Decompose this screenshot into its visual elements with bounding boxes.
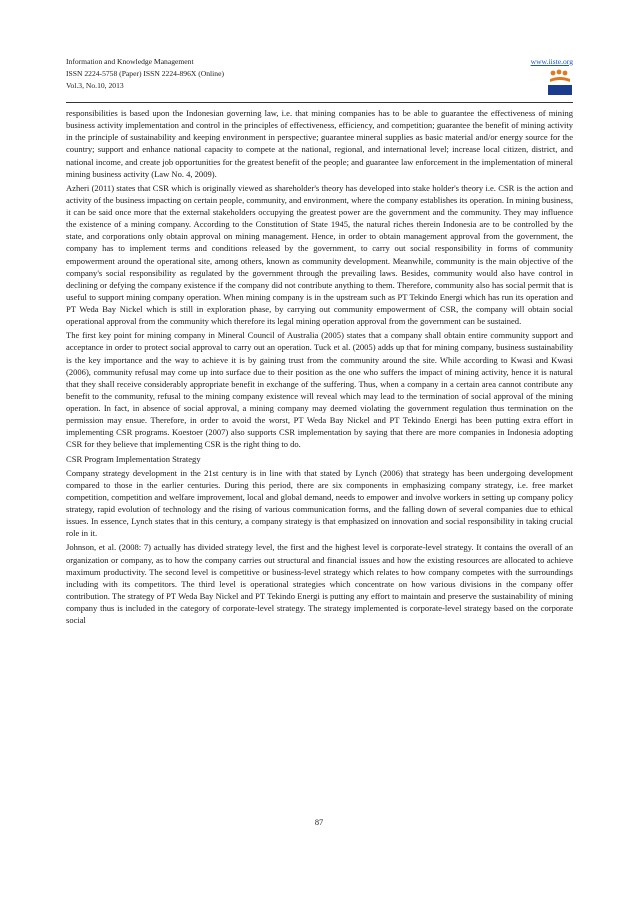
page-number: 87 <box>314 818 324 827</box>
section-heading: CSR Program Implementation Strategy <box>66 453 201 464</box>
header-rule <box>66 102 573 103</box>
body-paragraph-2: Azheri (2011) states that CSR which is originally viewed as shareholder's theory has developed into stake holder's theory i.e. CSR is the action and activity of the business impacting on certain people, community, and environment, where the company establishes its operation. In mining business, it can be said once more that the external stakeholders occupying the greatest power are the government and the community. They may influence the existence of a mining company. According to the Constitution of State 1945, the natural riches therein Indonesia are to be controlled by the state, and corporations only obtain approval on mining management. Hence, in order to obtain management approval from the government, the company has to implement terms and conditions released by the government, to carry out social responsibility in forms of community empowerment around the operational site, among others, known as community development. Meanwhile, community is the main objective of the company's social responsibility as regulated by the government through the prevailing laws. Besides, community would also have control in declining or defying the company existence if the company did not contribute anything to them. Therefore, community also has social permit that is useful to support mining company operation. When mining company is in the upstream such as PT Tekindo Energi which has run its operation and PT Weda Bay Nickel which is still in exploration phase, by carrying out community empowerment of CSR, the company will obtain social operational approval from the community which therefore its legal mining operation approval from the government can be sustained. <box>66 182 573 327</box>
iiste-logo <box>547 68 573 96</box>
body-paragraph-3: The first key point for mining company in Mineral Council of Australia (2005) states that a company shall obtain entire community support and acceptance in order to protect social approval to carry out an operation. Tuck et al. (2005) adds up that for mining company, business sustainability is the key importance and the way to achieve it is by gaining trust from the community around the site. While according to Kwasi and Kwasi (2006), community refusal may come up into surface due to their position as the one who suffers the impact of mining activity, hence it is natural that they shall receive considerably appropriate benefit in exchange of the suffering. Thus, when a company in a certain area cannot contribute any benefit to the community, refusal to the mining company existence will reveal which may lead to the termination of social approval of the mining operation. In fact, in absence of social approval, a mining company may deemed violating the government regulation thus termination on the permission may ensue. Therefore, in order to avoid the worst, PT Weda Bay Nickel and PT Tekindo Energi has been putting extra effort in implementing CSR programs. Koestoer (2007) also supports CSR implementation by saying that there are more companies in Indonesia adopting CSR for they believe that implementing CSR is the right thing to do. <box>66 330 573 450</box>
issn-line: ISSN 2224-5758 (Paper) ISSN 2224-896X (Online) <box>66 69 224 79</box>
page-header <box>66 56 573 100</box>
volume-line: Vol.3, No.10, 2013 <box>66 81 124 91</box>
body-paragraph-4: Company strategy development in the 21st century is in line with that stated by Lynch (2006) that strategy has been undergoing development compared to those in the earlier centuries. During this period, there are six components in emphasizing company strategy, i.e. free market competition, competition and welfare improvement, local and global demand, needs to empower and involve workers in setting up company policy strategy, rapid evolution of technology and the rising of various communication forms, and the falling down of several companies due to ethical issues. In essence, Lynch states that in this century, a company strategy is that emphasized on innovation and social responsibility in taking crucial role in it. <box>66 467 573 539</box>
page <box>66 56 573 626</box>
body-paragraph-1: responsibilities is based upon the Indonesian governing law, i.e. that mining companies has to be able to guarantee the effectiveness of mining business activity implementation and control in the principles of effectiveness, efficiency, and competition; guarantee the benefit of mining activity in the principle of sustainability and keeping environment in perspective; guarantee mineral supplies as basic material and/or energy source for the country; support and enhance national capacity to compete at the national, regional, and international level; increase local citizen, district, and national income, and create job opportunities for the greatest benefit of the people; and guarantee law enforcement in the implementation of mineral mining business activity (Law No. 4, 2009). <box>66 108 573 179</box>
journal-name: Information and Knowledge Management <box>66 57 194 66</box>
body-paragraph-5: Johnson, et al. (2008: 7) actually has divided strategy level, the first and the highest level is corporate-level strategy. It contains the overall of an organization or company, as to how the company carries out structural and financial issues and how the existing resources are allocated to achieve maximum productivity. The second level is competitive or business-level strategy which relates to how company competes with the surroundings including with its competitors. The third level is operational strategies which concentrate on how various divisions in the company offer contribution. The strategy of PT Weda Bay Nickel and PT Tekindo Energi is putting any effort to maintain and preserve the sustainability of mining company thus is included in the category of corporate-level strategy. The strategy implemented is corporate-level strategy based on the corporate social <box>66 542 573 626</box>
journal-url-link[interactable]: www.iiste.org <box>530 57 573 66</box>
